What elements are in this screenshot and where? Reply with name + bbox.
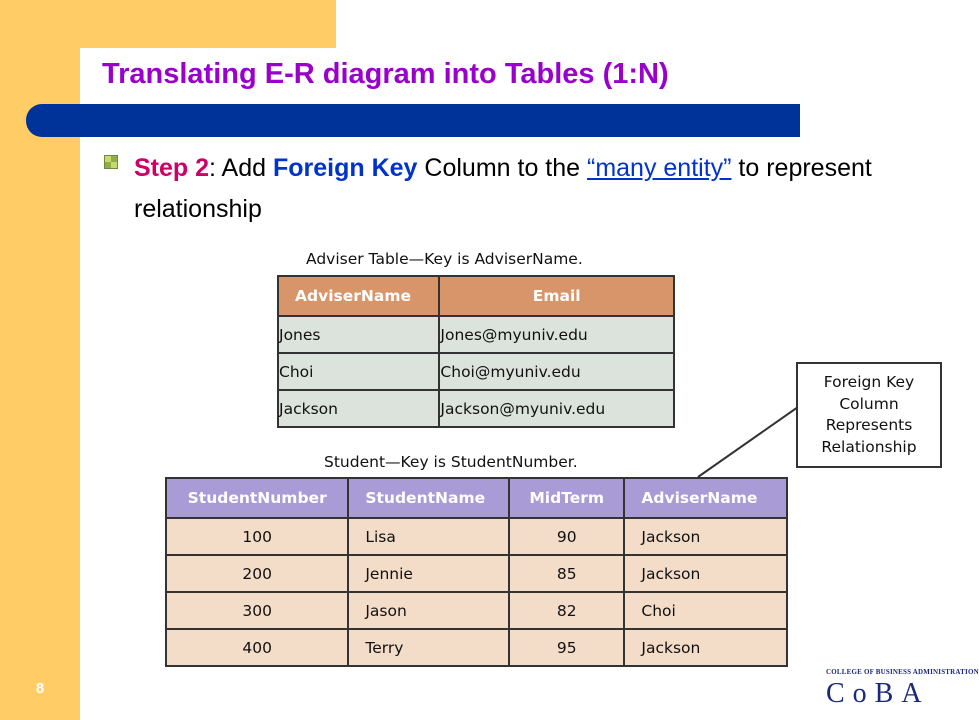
coba-logo bbox=[826, 668, 979, 712]
table-cell: Jackson@myuniv.edu bbox=[439, 390, 674, 427]
bullet-text-part: : Add bbox=[209, 154, 273, 182]
table-cell: Jennie bbox=[348, 555, 509, 592]
step-label: Step 2 bbox=[134, 154, 210, 182]
table-header-row bbox=[166, 478, 787, 518]
logo-subtitle: COLLEGE OF BUSINESS ADMINISTRATION bbox=[826, 668, 979, 676]
bullet-text-part: Column to the bbox=[417, 154, 587, 182]
table-cell: Terry bbox=[348, 629, 509, 666]
table-cell: Jason bbox=[348, 592, 509, 629]
column-header: StudentName bbox=[348, 478, 509, 518]
foreign-key-callout bbox=[796, 362, 942, 468]
table-row bbox=[278, 316, 674, 353]
table-row bbox=[166, 592, 787, 629]
table-row bbox=[278, 353, 674, 390]
table-cell: Choi@myuniv.edu bbox=[439, 353, 674, 390]
top-frame-band bbox=[0, 0, 336, 48]
column-header: AdviserName bbox=[624, 478, 787, 518]
slide-title: Translating E-R diagram into Tables (1:N) bbox=[102, 58, 669, 90]
table-row bbox=[278, 390, 674, 427]
callout-line: Foreign Key bbox=[823, 373, 915, 391]
slide-number: 8 bbox=[35, 680, 45, 697]
table-cell: 300 bbox=[166, 592, 348, 629]
student-table bbox=[165, 477, 788, 667]
callout-pointer-line bbox=[690, 405, 802, 480]
table-cell: 90 bbox=[509, 518, 624, 555]
table-cell: Choi bbox=[278, 353, 439, 390]
table-row bbox=[166, 518, 787, 555]
adviser-table-caption: Adviser Table—Key is AdviserName. bbox=[306, 250, 583, 268]
table-cell: Jackson bbox=[624, 629, 787, 666]
column-header: Email bbox=[439, 276, 674, 316]
adviser-table bbox=[277, 275, 675, 428]
table-cell: 400 bbox=[166, 629, 348, 666]
table-cell: Jackson bbox=[624, 518, 787, 555]
column-header: StudentNumber bbox=[166, 478, 348, 518]
title-underline-bar bbox=[26, 104, 800, 137]
table-cell: Jackson bbox=[624, 555, 787, 592]
bullet-text-part: to represent relationship bbox=[134, 154, 872, 223]
table-row bbox=[166, 555, 787, 592]
callout-line: Column bbox=[839, 394, 899, 413]
foreign-key-term: Foreign Key bbox=[272, 154, 418, 182]
logo-name: CoBA bbox=[826, 678, 930, 709]
table-header-row bbox=[278, 276, 674, 316]
bullet-icon bbox=[104, 155, 118, 169]
many-entity-link[interactable]: “many entity” bbox=[587, 154, 732, 182]
column-header: AdviserName bbox=[278, 276, 439, 316]
column-header: MidTerm bbox=[509, 478, 624, 518]
table-cell: 200 bbox=[166, 555, 348, 592]
callout-line: Represents bbox=[825, 416, 913, 434]
table-cell: Jones@myuniv.edu bbox=[439, 316, 674, 353]
table-row bbox=[166, 629, 787, 666]
table-cell: Jones bbox=[278, 316, 439, 353]
table-cell: 95 bbox=[509, 629, 624, 666]
table-cell: 100 bbox=[166, 518, 348, 555]
table-cell: Jackson bbox=[278, 390, 439, 427]
callout-line: Relationship bbox=[821, 437, 917, 456]
table-cell: Choi bbox=[624, 592, 787, 629]
student-table-caption: Student—Key is StudentNumber. bbox=[324, 453, 578, 471]
table-cell: Lisa bbox=[348, 518, 509, 555]
bullet-text bbox=[134, 148, 934, 230]
table-cell: 82 bbox=[509, 592, 624, 629]
table-cell: 85 bbox=[509, 555, 624, 592]
